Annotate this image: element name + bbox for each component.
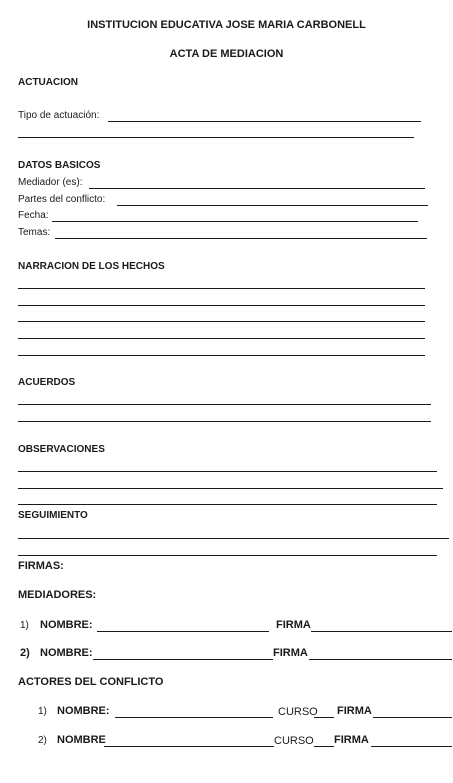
mediador-1-nombre-line xyxy=(97,631,269,632)
mediador-line xyxy=(89,188,425,189)
mediadores-heading: MEDIADORES: xyxy=(18,589,97,601)
actor-2-number: 2) xyxy=(38,735,47,746)
tipo-actuacion-line-2 xyxy=(18,137,414,138)
section-datos-basicos-heading: DATOS BASICOS xyxy=(18,160,101,171)
actor-1-number: 1) xyxy=(38,706,47,717)
actor-2-curso-label: CURSO xyxy=(274,735,314,747)
firmas-heading: FIRMAS: xyxy=(18,560,64,572)
fecha-label: Fecha: xyxy=(18,210,49,221)
mediador-2-nombre-label: NOMBRE: xyxy=(40,647,93,659)
narracion-line xyxy=(18,288,425,289)
mediador-2-number: 2) xyxy=(20,647,30,659)
tipo-actuacion-label: Tipo de actuación: xyxy=(18,110,100,121)
narracion-line xyxy=(18,338,425,339)
section-seguimiento-heading: SEGUIMIENTO xyxy=(18,510,88,521)
acuerdos-line xyxy=(18,421,431,422)
section-acuerdos-heading: ACUERDOS xyxy=(18,377,76,388)
mediador-2-firma-line xyxy=(309,659,452,660)
section-observaciones-heading: OBSERVACIONES xyxy=(18,444,105,455)
seguimiento-line xyxy=(18,555,437,556)
actores-heading: ACTORES DEL CONFLICTO xyxy=(18,676,164,688)
actor-2-firma-label: FIRMA xyxy=(334,734,369,746)
acuerdos-line xyxy=(18,404,431,405)
observaciones-line xyxy=(18,488,443,489)
mediador-1-firma-label: FIRMA xyxy=(276,619,311,631)
institution-title: INSTITUCION EDUCATIVA JOSE MARIA CARBONELL xyxy=(87,19,366,31)
mediador-2-firma-label: FIRMA xyxy=(273,647,308,659)
mediador-1-firma-line xyxy=(311,631,452,632)
actor-1-nombre-label: NOMBRE: xyxy=(57,705,110,717)
actor-2-nombre-label: NOMBRE xyxy=(57,734,106,746)
mediador-label: Mediador (es): xyxy=(18,177,83,188)
section-narracion-heading: NARRACION DE LOS HECHOS xyxy=(18,261,165,272)
actor-1-nombre-line xyxy=(115,717,273,718)
actor-1-firma-line xyxy=(373,717,452,718)
actor-2-nombre-line xyxy=(104,746,274,747)
actor-1-curso-label: CURSO xyxy=(278,706,318,718)
mediador-2-nombre-line xyxy=(93,659,273,660)
narracion-line xyxy=(18,305,425,306)
fecha-line xyxy=(52,221,418,222)
document-title: ACTA DE MEDIACION xyxy=(169,48,284,60)
tipo-actuacion-line xyxy=(108,121,421,122)
actor-2-curso-line xyxy=(314,746,334,747)
section-actuacion-heading: ACTUACION xyxy=(18,77,78,88)
narracion-line xyxy=(18,355,425,356)
actor-1-curso-line xyxy=(314,717,334,718)
partes-conflicto-label: Partes del conflicto: xyxy=(18,194,106,205)
mediador-1-number: 1) xyxy=(20,620,29,631)
actor-1-firma-label: FIRMA xyxy=(337,705,372,717)
observaciones-line xyxy=(18,471,437,472)
narracion-line xyxy=(18,321,425,322)
actor-2-firma-line xyxy=(371,746,452,747)
temas-label: Temas: xyxy=(18,227,51,238)
seguimiento-line xyxy=(18,538,449,539)
partes-conflicto-line xyxy=(117,205,428,206)
observaciones-line xyxy=(18,504,437,505)
temas-line xyxy=(55,238,427,239)
mediador-1-nombre-label: NOMBRE: xyxy=(40,619,93,631)
